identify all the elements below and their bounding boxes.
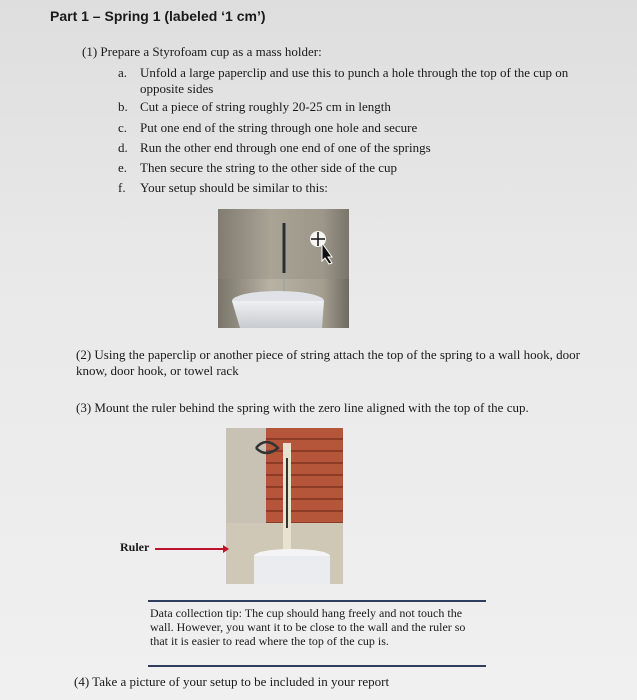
- item-letter: e.: [118, 160, 128, 175]
- ruler-label: Ruler: [120, 540, 150, 554]
- item-letter: b.: [118, 99, 128, 114]
- step-1-item-a: [118, 65, 598, 97]
- item-text: Put one end of the string through one hole and secure: [140, 120, 418, 135]
- item-text: Then secure the string to the other side of the cup: [140, 160, 398, 175]
- step-1-label: (1) Prepare a Styrofoam cup as a mass holder:: [82, 44, 322, 59]
- ruler-setup-photo: [226, 428, 343, 584]
- item-text: Unfold a large paperclip and use this to punch a hole through the top of the cup on opposite sides: [140, 65, 569, 96]
- item-letter: d.: [118, 140, 128, 155]
- item-letter: c.: [118, 120, 128, 135]
- step-1-item-b: [118, 99, 598, 115]
- step-2-text: (2) Using the paperclip or another piece of string attach the top of the spring to a wall hook, door know, door hook, or towel rack: [76, 347, 580, 378]
- step-1-item-f: [118, 180, 598, 196]
- step-4-text: (4) Take a picture of your setup to be included in your report: [74, 674, 390, 689]
- step-1-item-c: [118, 120, 598, 136]
- tip-top-rule: [148, 600, 486, 602]
- item-text: Your setup should be similar to this:: [140, 180, 328, 195]
- step-1-item-d: [118, 140, 598, 156]
- item-text: Run the other end through one end of one of the springs: [140, 140, 431, 155]
- tip-bottom-rule: [148, 665, 486, 667]
- section-heading: Part 1 – Spring 1 (labeled ‘1 cm’): [50, 8, 266, 24]
- ruler-arrow: [155, 548, 227, 550]
- cup-setup-photo: [218, 209, 349, 328]
- step-1-item-e: [118, 160, 598, 176]
- data-collection-tip: Data collection tip: The cup should hang freely and not touch the wall. However, you want it to be close to the wall and the ruler so that it is easier to read where the top of the cup is.: [150, 606, 466, 648]
- item-text: Cut a piece of string roughly 20-25 cm in length: [140, 99, 391, 114]
- item-letter: a.: [118, 65, 128, 80]
- item-letter: f.: [118, 180, 126, 195]
- step-3-text: (3) Mount the ruler behind the spring with the zero line aligned with the top of the cup.: [76, 400, 529, 415]
